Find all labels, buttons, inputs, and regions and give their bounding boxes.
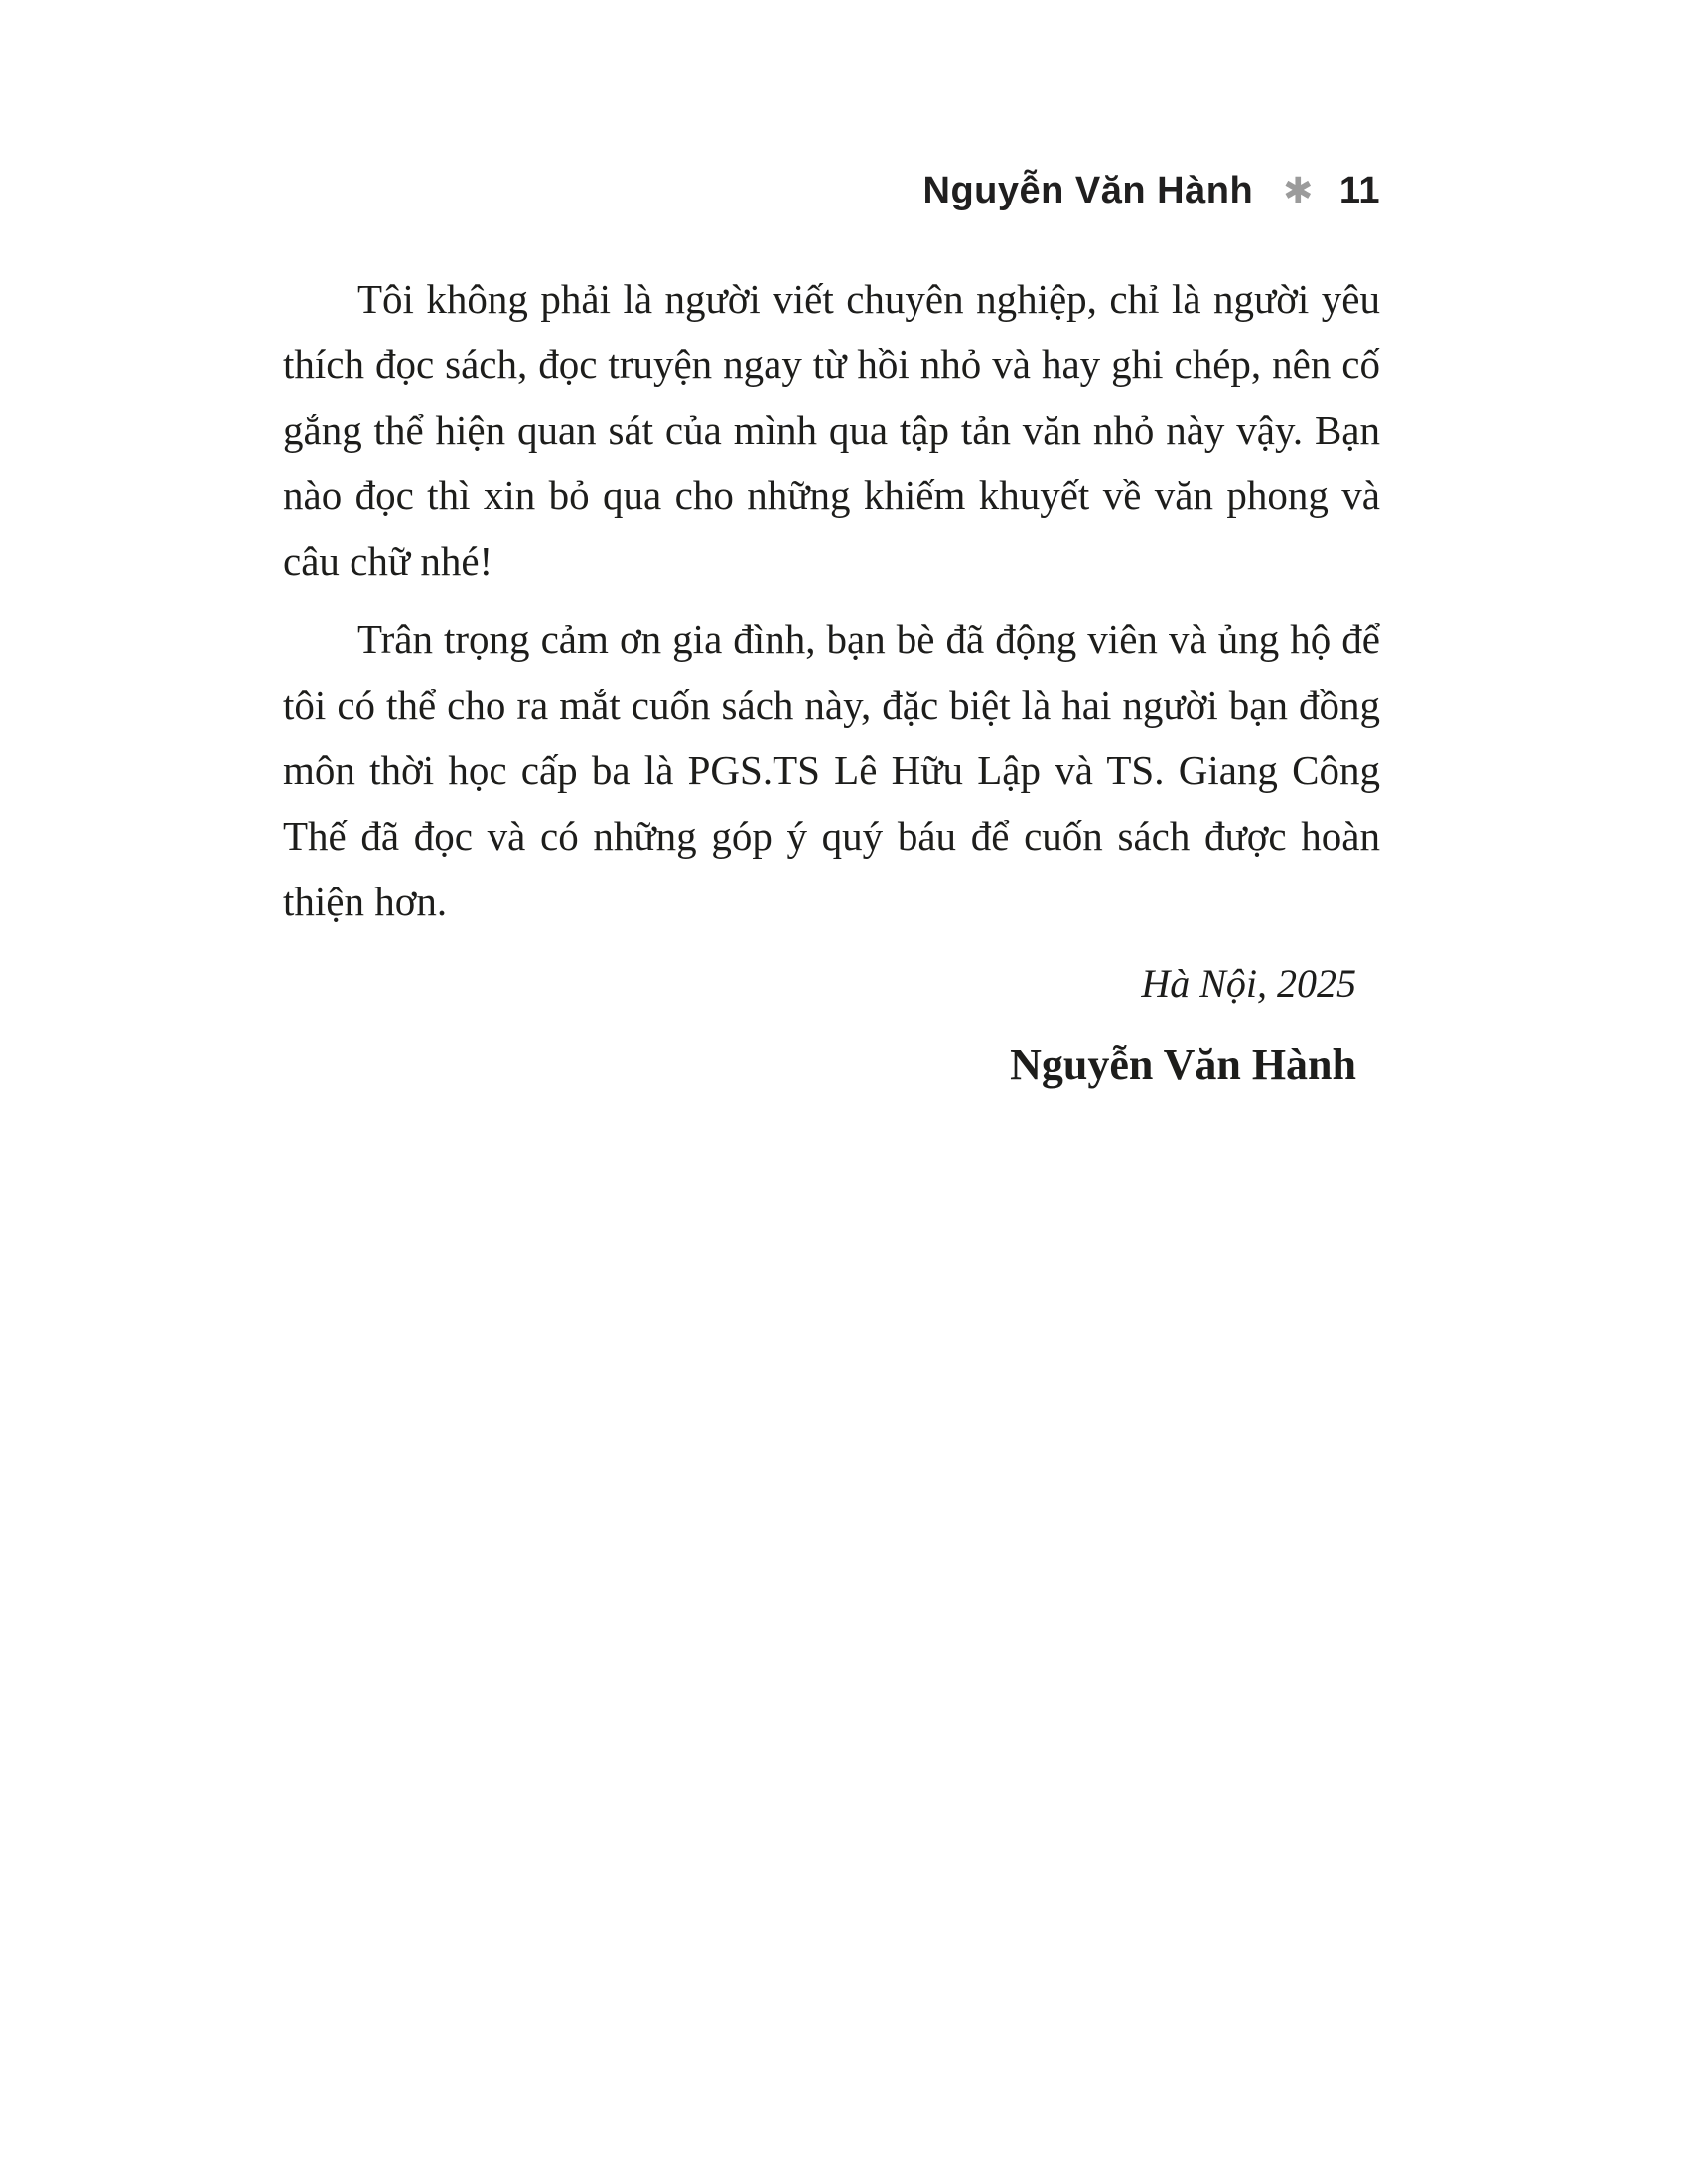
paragraph-intro: Tôi không phải là người viết chuyên nghiệp, chỉ là người yêu thích đọc sách, đọc truyện ngay từ hồi nhỏ và hay ghi chép, nên cố gắng thể hiện quan sát của mình qua tập tản văn nhỏ này vậy. Bạn nào đọc thì xin bỏ qua cho những khiếm khuyết về văn phong và câu chữ nhé! (283, 276, 1380, 584)
header-author-name: Nguyễn Văn Hành (922, 170, 1254, 211)
signature-block (283, 956, 1380, 1095)
asterisk-flower-icon: ✱ (1283, 171, 1314, 211)
page-number: 11 (1338, 170, 1380, 211)
running-header (923, 167, 1381, 214)
signature-author-name: Nguyễn Văn Hành (1010, 1040, 1356, 1089)
paragraph-acknowledgement: Trân trọng cảm ơn gia đình, bạn bè đã động viên và ủng hộ để tôi có thể cho ra mắt cuốn sách này, đặc biệt là hai người bạn đồng môn thời học cấp ba là PGS.TS Lê Hữu Lập và TS. Giang Công Thế đã đọc và có những góp ý quý báu để cuốn sách được hoàn thiện hơn. (283, 616, 1380, 924)
body-text-block (283, 266, 1380, 1095)
signature-place-date: Hà Nội, 2025 (1141, 961, 1356, 1006)
